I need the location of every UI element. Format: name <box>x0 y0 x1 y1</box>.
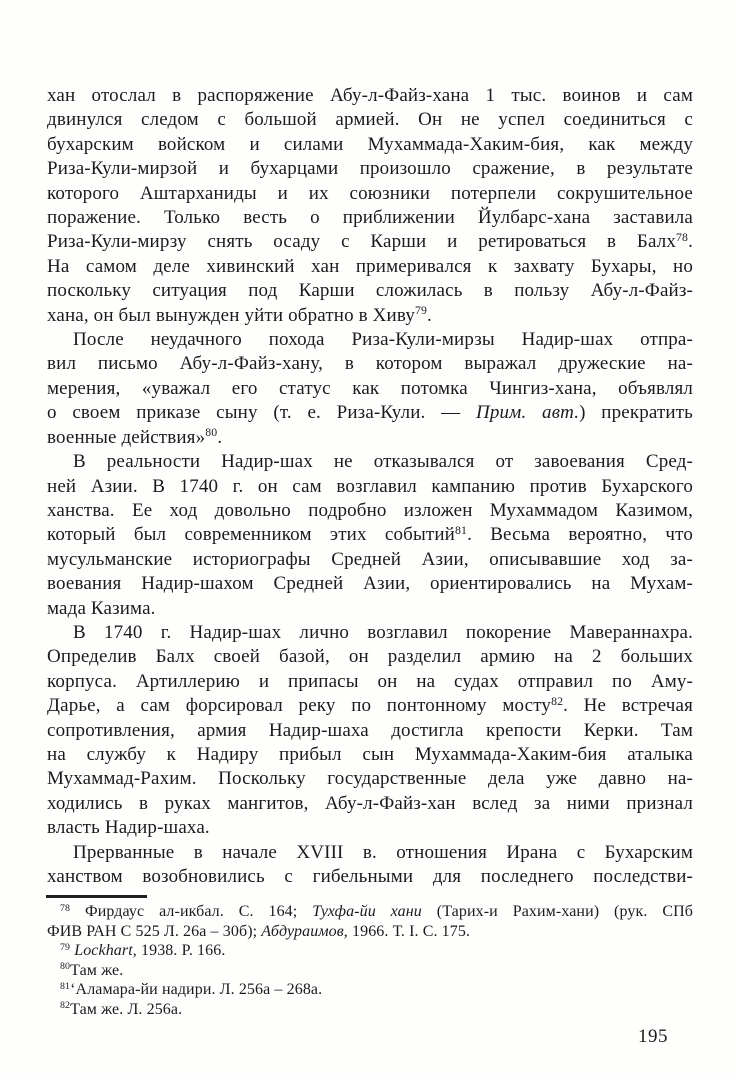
text-run: мада Казима. <box>47 597 156 619</box>
text-run: . <box>427 304 432 326</box>
text-run: на службу к Надиру прибыл сын Мухаммада-Хаким-бия аталыка <box>47 743 693 765</box>
text-run: власть Надир-шаха. <box>47 817 210 839</box>
text-line <box>47 328 693 352</box>
text-run: Дарье, а сам форсировал реку по понтонному мосту <box>47 695 552 717</box>
footnote-ref: 81 <box>454 523 468 537</box>
text-line <box>47 902 693 922</box>
text-line <box>47 279 693 303</box>
text-run: о своем приказе сыну (т. е. Риза-Кули. — <box>47 402 476 424</box>
text-run: Риза-Кули-мирзой и бухарцами произошло сражение, в результате <box>47 158 693 180</box>
text-line <box>47 157 693 181</box>
text-run: . <box>217 426 223 448</box>
footnote-ref: 81 <box>60 980 71 992</box>
text-run: Там же. Л. 256а. <box>70 1000 183 1018</box>
text-line <box>47 572 693 596</box>
text-run: (Тарих-и Рахим-хани) (рук. СПб <box>421 903 693 920</box>
footnote-ref: 79 <box>414 304 428 318</box>
text-run: , 1938. P. 166. <box>132 942 226 959</box>
text-line <box>47 499 693 523</box>
text-run: На самом деле хивинский хан примеривался к захвату Бухары, но <box>47 255 693 277</box>
paragraph <box>47 450 693 621</box>
text-line <box>47 255 693 279</box>
footnote-ref: 82 <box>60 1000 71 1012</box>
text-run: . Не встречая <box>563 695 693 717</box>
text-run: ‘Аламара-йи надири. Л. 256а – 268а. <box>70 981 323 998</box>
text-run: которого Аштарханиды и их союзники потерпели сокрушительное <box>47 182 693 204</box>
text-line <box>47 841 693 865</box>
text-run: двинулся следом с большой армией. Он не успел соединиться с <box>47 109 693 131</box>
text-run: Риза-Кули-мирзу снять осаду с Карши и ретироваться в Балх <box>47 231 677 253</box>
text-line <box>47 670 693 694</box>
text-run: Мухаммад-Рахим. Поскольку государственные дела уже давно на- <box>47 768 693 790</box>
text-line <box>47 304 693 328</box>
footnote-ref: 78 <box>676 230 689 244</box>
italic-text: Lockhart <box>70 942 133 959</box>
footnote-ref: 80 <box>205 426 218 440</box>
text-run: корпуса. Артиллерию и припасы он на судах отправил по Аму- <box>47 670 693 692</box>
text-line <box>47 922 693 942</box>
text-line <box>47 401 693 425</box>
text-run: ФИВ РАН С 525 Л. 26а – 30б); <box>47 922 262 940</box>
footnote <box>47 941 693 961</box>
text-run: В реальности Надир-шах не отказывался от завоевания Сред- <box>73 451 693 473</box>
text-line <box>47 352 693 376</box>
text-run: поражение. Только весть о приближении Йулбарс-хана заставила <box>47 207 693 229</box>
footnote-ref: 78 <box>60 902 71 914</box>
paragraph <box>47 328 693 450</box>
text-run: вил письмо Абу-л-Файз-хану, в котором выражал дружеские на- <box>47 353 693 375</box>
text-run: Прерванные в начале XVIII в. отношения Ирана с Бухарским <box>73 841 693 863</box>
text-run: хан отослал в распоряжение Абу-л-Файз-хана 1 тыс. воинов и сам <box>47 85 693 106</box>
footnote-ref: 79 <box>60 941 71 953</box>
text-line <box>47 865 693 889</box>
paragraph <box>47 621 693 841</box>
text-line <box>47 450 693 474</box>
paragraph <box>47 841 693 890</box>
text-run: военные действия» <box>47 426 206 448</box>
text-run: ханства. Ее ход довольно подробно изложен Мухаммадом Казимом, <box>47 499 693 521</box>
text-line <box>47 377 693 401</box>
text-line <box>47 719 693 743</box>
text-run: Там же. <box>70 961 124 979</box>
footnote <box>47 980 693 1000</box>
text-line <box>47 206 693 230</box>
footnote-ref: 80 <box>60 961 71 973</box>
text-run: сопротивления, армия Надир-шаха достигла крепости Керки. Там <box>47 719 693 741</box>
text-line <box>47 108 693 132</box>
text-line <box>47 792 693 816</box>
text-line <box>47 182 693 206</box>
text-line <box>47 475 693 499</box>
text-line <box>47 743 693 767</box>
text-line <box>47 767 693 791</box>
text-run: ханством возобновились с гибельными для последнего последстви- <box>47 866 693 887</box>
text-run: . Весьма вероятно, что <box>467 524 693 546</box>
page-number: 195 <box>638 1026 668 1047</box>
text-line <box>47 133 693 157</box>
text-run: воевания Надир-шахом Средней Азии, ориентировались на Мухам- <box>47 573 693 595</box>
text-line <box>47 1000 693 1020</box>
text-run: Определив Балх своей базой, он разделил армию на 2 больших <box>47 646 693 668</box>
text-run: ) прекратить <box>579 402 694 424</box>
text-run: мусульманские историографы Средней Азии, описывавшие ход за- <box>47 548 693 570</box>
footnote-ref: 82 <box>551 694 564 708</box>
text-run: ходились в руках мангитов, Абу-л-Файз-хан вслед за ними признал <box>47 792 693 814</box>
footnote <box>47 961 693 981</box>
text-line <box>47 523 693 547</box>
text-run: мерения, «уважал его статус как потомка Чингиз-хана, объявлял <box>47 377 693 399</box>
italic-text: Тухфа-йи хани <box>312 903 422 920</box>
text-run: В 1740 г. Надир-шах лично возглавил покорение Мавераннахра. <box>73 621 693 643</box>
text-run: хана, он был вынужден уйти обратно в Хиву <box>47 304 415 326</box>
text-run: бухарским войском и силами Мухаммада-Хаким-бия, как между <box>47 133 693 155</box>
footnote <box>47 902 693 941</box>
page-body <box>47 84 693 889</box>
text-run: который был современником этих событий <box>47 524 455 546</box>
text-line <box>47 645 693 669</box>
text-line <box>47 230 693 254</box>
text-run: . <box>688 231 693 253</box>
text-run: , 1966. Т. I. С. 175. <box>343 922 471 940</box>
text-line <box>47 694 693 718</box>
footnote <box>47 1000 693 1020</box>
footnotes <box>47 902 693 1019</box>
text-line <box>47 621 693 645</box>
text-line <box>47 941 693 961</box>
paragraph <box>47 84 693 328</box>
footnote-separator <box>46 895 147 898</box>
text-line <box>47 816 693 840</box>
text-run: После неудачного похода Риза-Кули-мирзы Надир-шах отпра- <box>73 329 693 351</box>
text-run: Фирдаус ал-икбал. С. 164; <box>70 903 313 920</box>
text-line <box>47 980 693 1000</box>
italic-text: Прим. авт. <box>476 402 580 424</box>
text-line <box>47 548 693 572</box>
text-line <box>47 961 693 981</box>
text-run: ней Азии. В 1740 г. он сам возглавил кампанию против Бухарского <box>47 475 693 497</box>
text-line <box>47 597 693 621</box>
text-line <box>47 84 693 108</box>
text-run: поскольку ситуация под Карши сложилась в пользу Абу-л-Файз- <box>47 280 693 302</box>
text-line <box>47 426 693 450</box>
italic-text: Абдураимов <box>261 922 344 940</box>
